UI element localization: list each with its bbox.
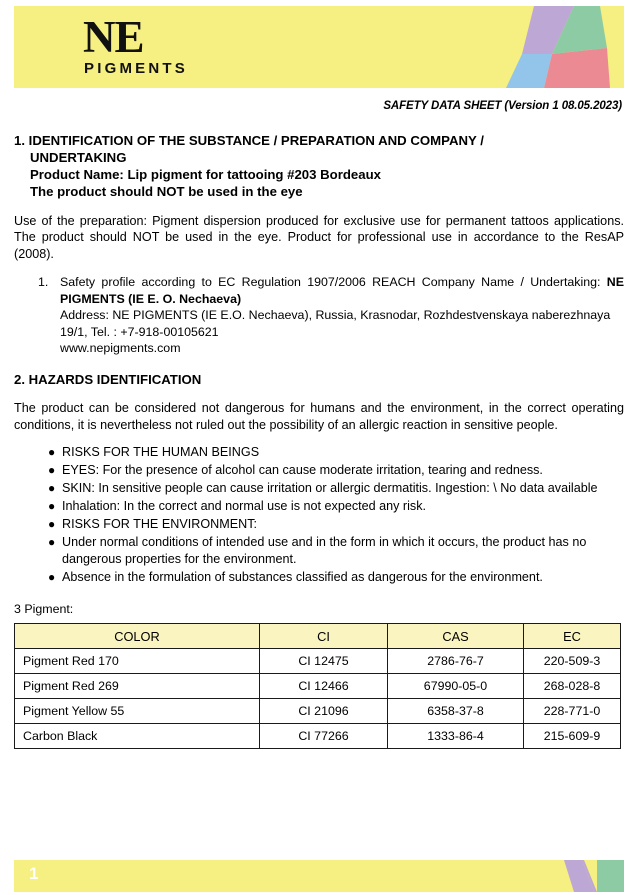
list-item <box>48 534 624 568</box>
cell-ec: 215-609-9 <box>524 724 621 749</box>
list-item <box>48 516 624 533</box>
bullet-text: SKIN: In sensitive people can cause irritation or allergic dermatitis. Ingestion: \ No data available <box>62 481 598 496</box>
section-3-label: 3 Pigment: <box>14 602 74 617</box>
section-2-heading: 2. HAZARDS IDENTIFICATION <box>14 371 202 387</box>
pigments-table <box>14 623 621 749</box>
list-item <box>48 480 624 497</box>
safety-profile-text <box>60 274 624 307</box>
section-1-heading-line-2: UNDERTAKING <box>30 150 127 166</box>
table-row <box>15 674 621 699</box>
table-header-row <box>15 624 621 649</box>
document-body <box>14 100 624 749</box>
cell-cas: 6358-37-8 <box>388 699 524 724</box>
bullet-text: EYES: For the presence of alcohol can cause moderate irritation, tearing and redness. <box>62 463 543 478</box>
list-item <box>48 444 624 461</box>
logo-primary-text: NE <box>83 12 144 62</box>
footer-decorative-artwork <box>564 860 624 892</box>
company-address-text: Address: NE PIGMENTS (IE E.O. Nechaeva), Russia, Krasnodar, Rozhdestvenskaya naberezhnaya 19/1, Tel. : +7-918-00105621 <box>60 308 611 339</box>
section-1-heading-line-1: 1. IDENTIFICATION OF THE SUBSTANCE / PREPARATION AND COMPANY / <box>14 133 484 148</box>
hazards-bullet-list <box>14 444 624 586</box>
table-row <box>15 649 621 674</box>
product-name-line: Product Name: Lip pigment for tattooing #203 Bordeaux <box>30 167 381 183</box>
cell-ec: 228-771-0 <box>524 699 621 724</box>
cell-color: Carbon Black <box>15 724 260 749</box>
company-identification-list <box>14 274 624 357</box>
list-item <box>48 498 624 515</box>
bullet-text: RISKS FOR THE ENVIRONMENT: <box>62 517 257 532</box>
safety-data-sheet-version-line: SAFETY DATA SHEET (Version 1 08.05.2023) <box>383 100 622 112</box>
cell-color: Pigment Red 170 <box>15 649 260 674</box>
page-number: 1 <box>29 864 39 883</box>
bullet-text: Absence in the formulation of substances classified as dangerous for the environment. <box>62 570 543 585</box>
company-website-text: www.nepigments.com <box>60 341 181 356</box>
cell-ci: CI 21096 <box>260 699 388 724</box>
cell-cas: 1333-86-4 <box>388 724 524 749</box>
list-item <box>48 462 624 479</box>
bullet-dot-icon: ● <box>48 498 56 513</box>
column-header-ec: EC <box>524 624 621 649</box>
list-item <box>38 274 624 357</box>
cell-color: Pigment Yellow 55 <box>15 699 260 724</box>
cell-cas: 67990-05-0 <box>388 674 524 699</box>
bullet-text: Inhalation: In the correct and normal use is not expected any risk. <box>62 499 427 514</box>
cell-ec: 220-509-3 <box>524 649 621 674</box>
bullet-dot-icon: ● <box>48 462 56 477</box>
table-row <box>15 724 621 749</box>
logo-secondary-text: PIGMENTS <box>84 59 188 77</box>
eye-warning-line: The product should NOT be used in the eye <box>30 184 303 200</box>
use-of-preparation-paragraph: Use of the preparation: Pigment dispersion produced for exclusive use for permanent tattoos applications. The product should NOT be used in the eye. Product for professional use in accordance to the ResAP (2008). <box>14 213 624 261</box>
cell-ci: CI 12466 <box>260 674 388 699</box>
cell-ec: 268-028-8 <box>524 674 621 699</box>
list-item-marker: 1. <box>38 275 49 290</box>
safety-profile-lead: Safety profile according to EC Regulation 1907/2006 REACH Company Name / Undertaking: <box>60 275 607 290</box>
header-decorative-artwork <box>474 6 624 88</box>
bullet-dot-icon: ● <box>48 569 56 584</box>
bullet-dot-icon: ● <box>48 534 56 549</box>
cell-ci: CI 77266 <box>260 724 388 749</box>
column-header-color: COLOR <box>15 624 260 649</box>
section-1-heading <box>14 132 624 201</box>
cell-color: Pigment Red 269 <box>15 674 260 699</box>
bullet-text: RISKS FOR THE HUMAN BEINGS <box>62 445 260 460</box>
column-header-ci: CI <box>260 624 388 649</box>
cell-ci: CI 12475 <box>260 649 388 674</box>
page-footer-band <box>14 860 624 892</box>
column-header-cas: CAS <box>388 624 524 649</box>
bullet-dot-icon: ● <box>48 516 56 531</box>
table-row <box>15 699 621 724</box>
bullet-dot-icon: ● <box>48 480 56 495</box>
hazards-paragraph: The product can be considered not dangerous for humans and the environment, in the correct operating conditions, it is nevertheless not ruled out the possibility of an allergic reaction in sensitive people. <box>14 401 624 432</box>
bullet-text: Under normal conditions of intended use and in the form in which it occurs, the product has no dangerous properties for the environment. <box>62 535 587 567</box>
bullet-dot-icon: ● <box>48 444 56 459</box>
cell-cas: 2786-76-7 <box>388 649 524 674</box>
page-header-band <box>14 6 624 88</box>
company-name-bold: NE PIGMENTS (IE E. O. Nechaeva) <box>60 275 624 306</box>
list-item <box>48 569 624 586</box>
brand-logo <box>76 12 256 77</box>
